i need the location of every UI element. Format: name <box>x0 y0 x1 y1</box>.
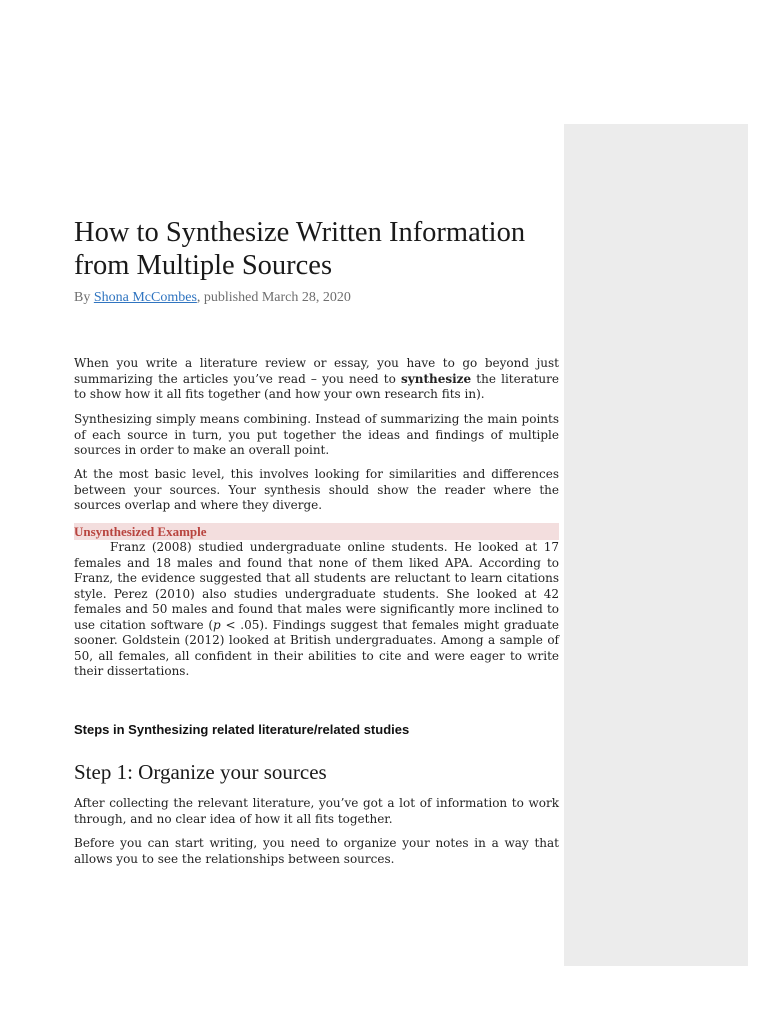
intro-paragraph <box>74 356 559 403</box>
intro-text-end: the literature to show how it all fits together (and how your own research fits in). <box>74 371 559 401</box>
synthesize-emphasis: synthesize <box>401 371 472 386</box>
byline-date: , published March 28, 2020 <box>196 290 351 305</box>
author-link[interactable]: Shona McCombes <box>93 290 197 305</box>
step-1-heading: Step 1: Organize your sources <box>74 760 327 784</box>
unsynthesized-example-text <box>74 540 559 680</box>
article-title: How to Synthesize Written Information from Multiple Sources <box>74 217 526 281</box>
steps-heading: Steps in Synthesizing related literature/related studies <box>74 722 410 737</box>
comment-margin-pane <box>564 124 748 966</box>
example-text-start: Franz (2008) studied undergraduate online students. He looked at 17 females and 18 males and found that none of them liked APA. According to Franz, the evidence suggested that all students are reluctant to learn citations style. Perez (2010) also studies undergraduate students. She looked at 42 females and 50 males and found that males were significantly more inclined to use citation software ( <box>74 540 559 632</box>
article-byline <box>74 290 351 306</box>
basic-level-paragraph: At the most basic level, this involves looking for similarities and differences between your sources. Your synthesis should show the reader where the sources overlap and where they diverge. <box>74 467 559 512</box>
unsynthesized-example-label: Unsynthesized Example <box>74 523 559 540</box>
example-text-end: < .05). Findings suggest that females might graduate sooner. Goldstein (2012) looked at British undergraduates. Among a sample of 50, all females, all confident in their abilities to cite and were eager to write their dissertations. <box>74 617 559 678</box>
step-1-paragraph-1: After collecting the relevant literature, you’ve got a lot of information to work through, and no clear idea of how it all fits together. <box>74 796 559 826</box>
byline-prefix: By <box>74 290 94 305</box>
intro-text-start: When you write a literature review or essay, you have to go beyond just summarizing the articles you’ve read – you need to <box>74 356 559 386</box>
synthesizing-definition-paragraph: Synthesizing simply means combining. Instead of summarizing the main points of each source in turn, you put together the ideas and findings of multiple sources in order to make an overall point. <box>74 412 559 457</box>
step-1-paragraph-2: Before you can start writing, you need to organize your notes in a way that allows you to see the relationships between sources. <box>74 836 559 866</box>
p-value-italic: p <box>213 617 221 632</box>
